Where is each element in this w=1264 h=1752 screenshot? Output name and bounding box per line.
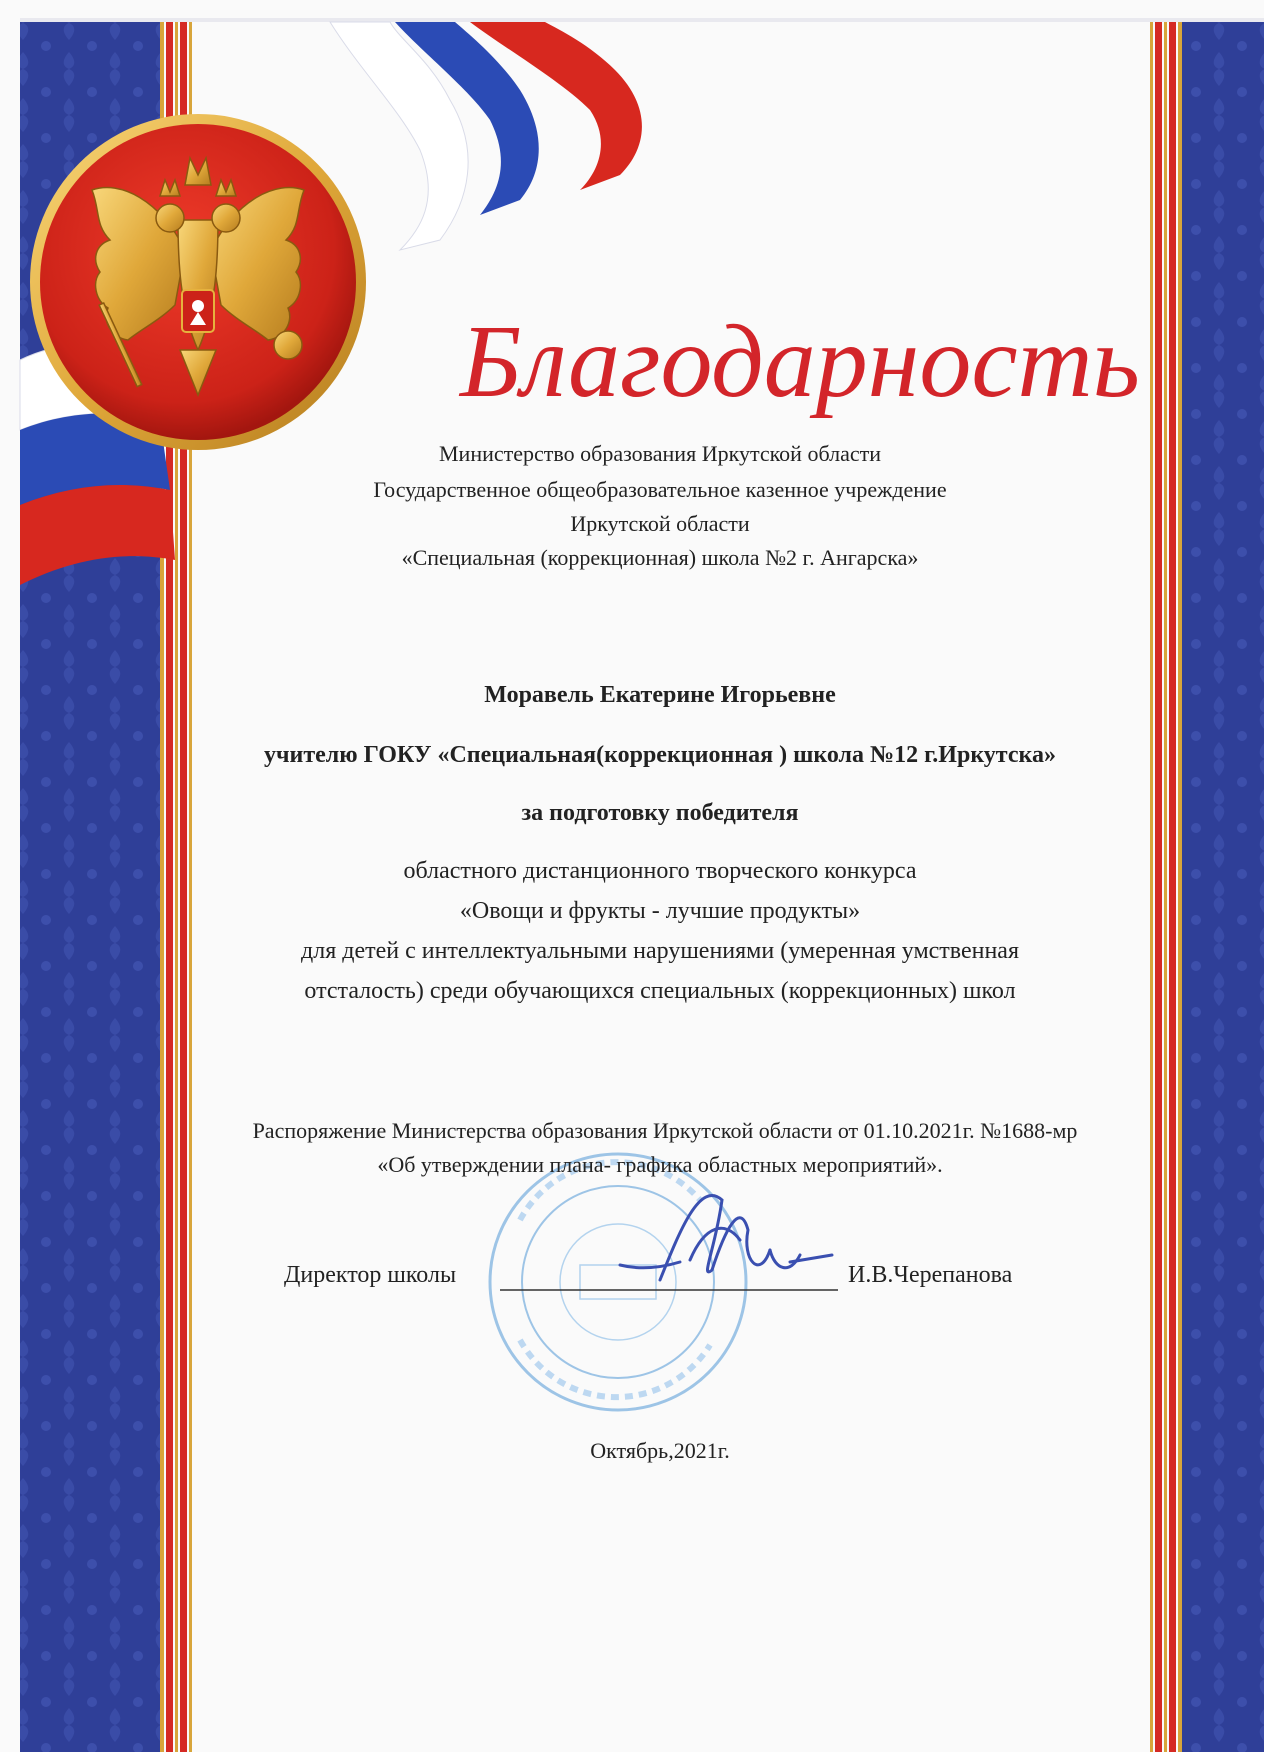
issuer-school: «Специальная (коррекционная) школа №2 г. Ангарска»	[401, 545, 919, 570]
order-title: «Об утверждении плана- графика областных мероприятий».	[377, 1152, 943, 1177]
contest-line-1: областного дистанционного творческого конкурса	[403, 858, 917, 884]
award-reason: за подготовку победителя	[521, 800, 799, 826]
issuer-ministry: Министерство образования Иркутской области	[439, 441, 881, 466]
recipient-name: Моравель Екатерине Игорьевне	[484, 682, 836, 708]
issuer-institution: Государственное общеобразовательное казенное учреждение	[373, 477, 947, 502]
issue-date: Октябрь,2021г.	[590, 1438, 730, 1463]
contest-line-3: для детей с интеллектуальными нарушениями (умеренная умственная	[301, 938, 1019, 964]
signature-name: И.В.Черепанова	[848, 1262, 1013, 1288]
issuer-region: Иркутской области	[570, 511, 750, 536]
order-reference: Распоряжение Министерства образования Иркутской области от 01.10.2021г. №1688-мр	[252, 1118, 1078, 1143]
contest-line-4: отсталость) среди обучающихся специальных (коррекционных) школ	[304, 978, 1016, 1004]
contest-name: «Овощи и фрукты - лучшие продукты»	[459, 898, 861, 924]
signature-role: Директор школы	[284, 1262, 457, 1288]
title-text: Благодарность	[460, 304, 1140, 419]
recipient-position: учителю ГОКУ «Специальная(коррекционная ) школа №12 г.Иркутска»	[263, 742, 1057, 768]
